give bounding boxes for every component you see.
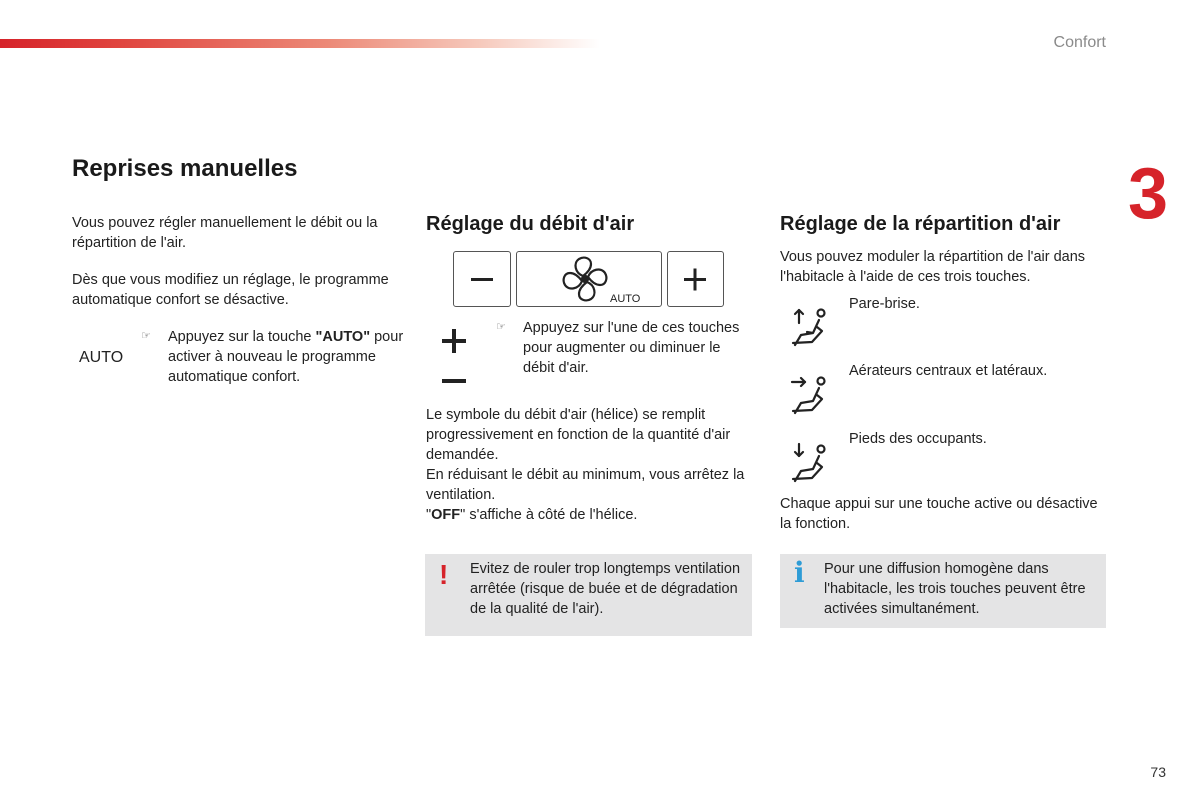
distribution-intro: Vous pouvez moduler la répartition de l'air dans l'habitacle à l'aide de ces trois touches. <box>780 249 1086 285</box>
page-number: 73 <box>1150 764 1166 780</box>
distribution-item-vents: Aérateurs centraux et latéraux. <box>849 363 1048 379</box>
off-quote: " <box>426 507 432 523</box>
off-keyword: OFF <box>431 507 461 523</box>
left-paragraph-2: Dès que vous modifiez un réglage, le programme automatique confort se désactive. <box>72 272 389 308</box>
section-label: Confort <box>1053 34 1106 51</box>
windscreen-airflow-icon <box>787 305 831 349</box>
header-color-bar <box>0 39 600 48</box>
feet-airflow-icon <box>787 441 831 485</box>
left-bullet <box>168 327 408 387</box>
info-icon: i <box>794 556 805 589</box>
chapter-number: 3 <box>1128 154 1169 234</box>
fan-increase-button[interactable] <box>667 251 724 307</box>
pointing-hand-icon: ☞ <box>141 330 151 342</box>
distribution-title: Réglage de la répartition d'air <box>780 213 1061 235</box>
middle-bullet: Appuyez sur l'une de ces touches pour augmenter ou diminuer le débit d'air. <box>523 320 740 376</box>
airflow-title: Réglage du débit d'air <box>426 213 635 235</box>
info-text: Pour une diffusion homogène dans l'habitacle, les trois touches peuvent être activées simultanément. <box>824 561 1086 617</box>
off-rest: " s'affiche à côté de l'hélice. <box>460 507 638 523</box>
left-bullet-post: pour activer à nouveau le programme automatique confort. <box>168 329 404 385</box>
warning-text: Evitez de rouler trop longtemps ventilation arrêtée (risque de buée et de dégradation de la qualité de l'air). <box>470 561 741 617</box>
middle-paragraph-2: En réduisant le débit au minimum, vous arrêtez la ventilation. <box>426 467 745 503</box>
middle-paragraph-3 <box>426 505 756 525</box>
auto-button-label: AUTO <box>79 349 124 366</box>
plus-minus-icon <box>438 325 472 391</box>
middle-paragraph-1: Le symbole du débit d'air (hélice) se remplit progressivement en fonction de la quantité d'air demandée. <box>426 407 731 463</box>
distribution-item-windscreen: Pare-brise. <box>849 296 920 312</box>
distribution-note: Chaque appui sur une touche active ou désactive la fonction. <box>780 496 1098 532</box>
pointing-hand-icon: ☞ <box>496 321 506 333</box>
left-bullet-pre: Appuyez sur la touche <box>168 329 316 345</box>
fan-decrease-button[interactable] <box>453 251 511 307</box>
left-bullet-key: "AUTO" <box>315 329 371 345</box>
plus-icon <box>668 252 722 305</box>
minus-icon <box>454 252 509 305</box>
panel-auto-label: AUTO <box>610 293 641 305</box>
left-paragraph-1: Vous pouvez régler manuellement le débit ou la répartition de l'air. <box>72 215 378 251</box>
page-title: Reprises manuelles <box>72 155 298 182</box>
distribution-item-feet: Pieds des occupants. <box>849 431 987 447</box>
face-vents-airflow-icon <box>787 373 831 417</box>
middle-paragraph <box>426 405 756 525</box>
warning-icon: ! <box>439 559 449 590</box>
